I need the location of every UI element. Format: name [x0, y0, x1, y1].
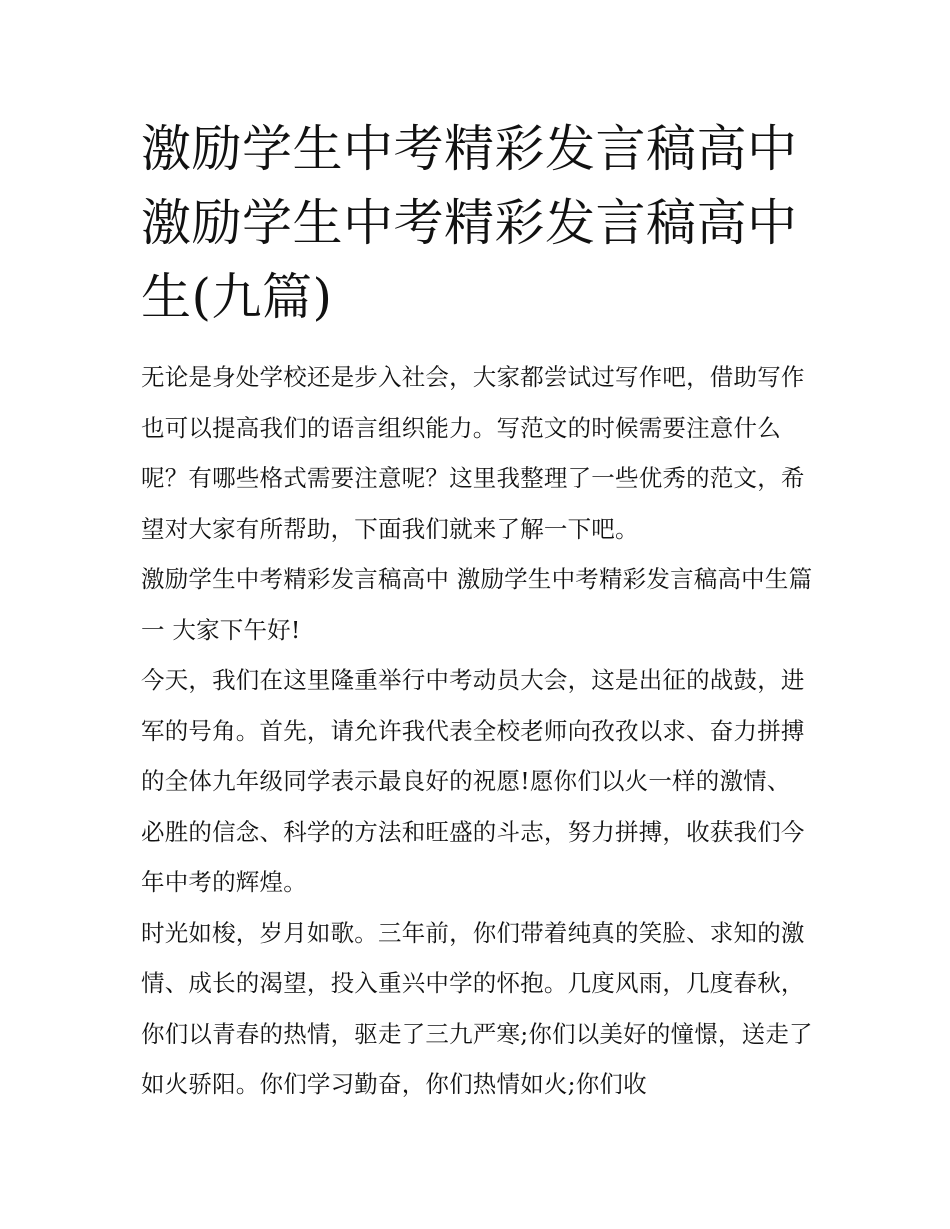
document-title: 激励学生中考精彩发言稿高中 激励学生中考精彩发言稿高中生(九篇): [141, 120, 798, 326]
paragraph-section-heading: 激励学生中考精彩发言稿高中 激励学生中考精彩发言稿高中生篇一 大家下午好!: [141, 565, 813, 644]
paragraph-body-2: 时光如梭，岁月如歌。三年前，你们带着纯真的笑脸、求知的激情、成长的渴望，投入重兴中学的怀抱。几度风雨，几度春秋，你们以青春的热情，驱走了三九严寒;你们以美好的憧憬，送走了如火骄阳。你们学习勤奋，你们热情如火;你们收: [141, 918, 813, 1098]
document-page: [141, 112, 813, 1110]
paragraph-body-1: 今天，我们在这里隆重举行中考动员大会，这是出征的战鼓，进军的号角。首先，请允许我代表全校老师向孜孜以求、奋力拼搏的全体九年级同学表示最良好的祝愿!愿你们以火一样的激情、必胜的信念、科学的方法和旺盛的斗志，努力拼搏，收获我们今年中考的辉煌。: [141, 666, 805, 896]
paragraph-intro: 无论是身处学校还是步入社会，大家都尝试过写作吧，借助写作也可以提高我们的语言组织能力。写范文的时候需要注意什么呢？有哪些格式需要注意呢？这里我整理了一些优秀的范文，希望对大家有所帮助，下面我们就来了解一下吧。: [141, 363, 805, 543]
